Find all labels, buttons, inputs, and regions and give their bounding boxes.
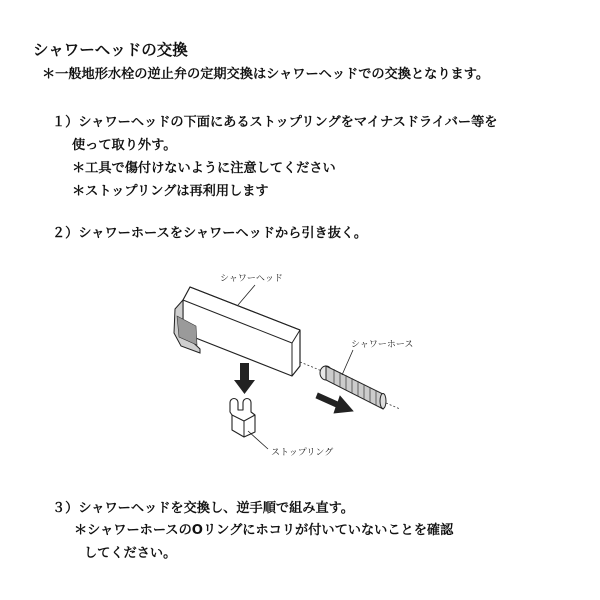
shower-hose-leader (342, 350, 353, 375)
shower-hose-illustration (300, 362, 400, 409)
step-1-note-1: ＊工具で傷付けないように注意してください (72, 161, 336, 176)
step-1-line-2: 使って取り外す。 (72, 138, 177, 153)
label-shower-head: シャワーヘッド (220, 274, 283, 284)
step-3-line-1: ３）シャワーヘッドを交換し、逆手順で組み直す。 (52, 501, 354, 516)
step-2-line-1: ２）シャワーホースをシャワーヘッドから引き抜く。 (52, 226, 368, 241)
page-title: シャワーヘッドの交換 (33, 41, 188, 59)
intro-note: ＊一般地形水栓の逆止弁の定期交換はシャワーヘッドでの交換となります。 (42, 67, 490, 82)
shower-head-illustration (174, 287, 300, 376)
shower-head-leader (238, 285, 255, 305)
stop-ring-illustration (230, 399, 255, 438)
step-3-note-1: ＊シャワーホースのOリングにホコリが付いていないことを確認 (74, 523, 454, 538)
label-shower-hose: シャワーホース (351, 340, 414, 350)
step-1-line-1: １）シャワーヘッドの下面にあるストップリングをマイナスドライバー等を (52, 115, 498, 130)
shower-head-removal-diagram (150, 255, 430, 470)
pull-arrow-icon (316, 393, 353, 413)
label-stop-ring: ストップリング (271, 448, 334, 458)
stop-ring-leader (248, 431, 268, 449)
step-3-note-2: してください。 (84, 546, 177, 561)
down-arrow-icon (234, 363, 255, 394)
step-1-note-2: ＊ストップリングは再利用します (72, 184, 269, 199)
